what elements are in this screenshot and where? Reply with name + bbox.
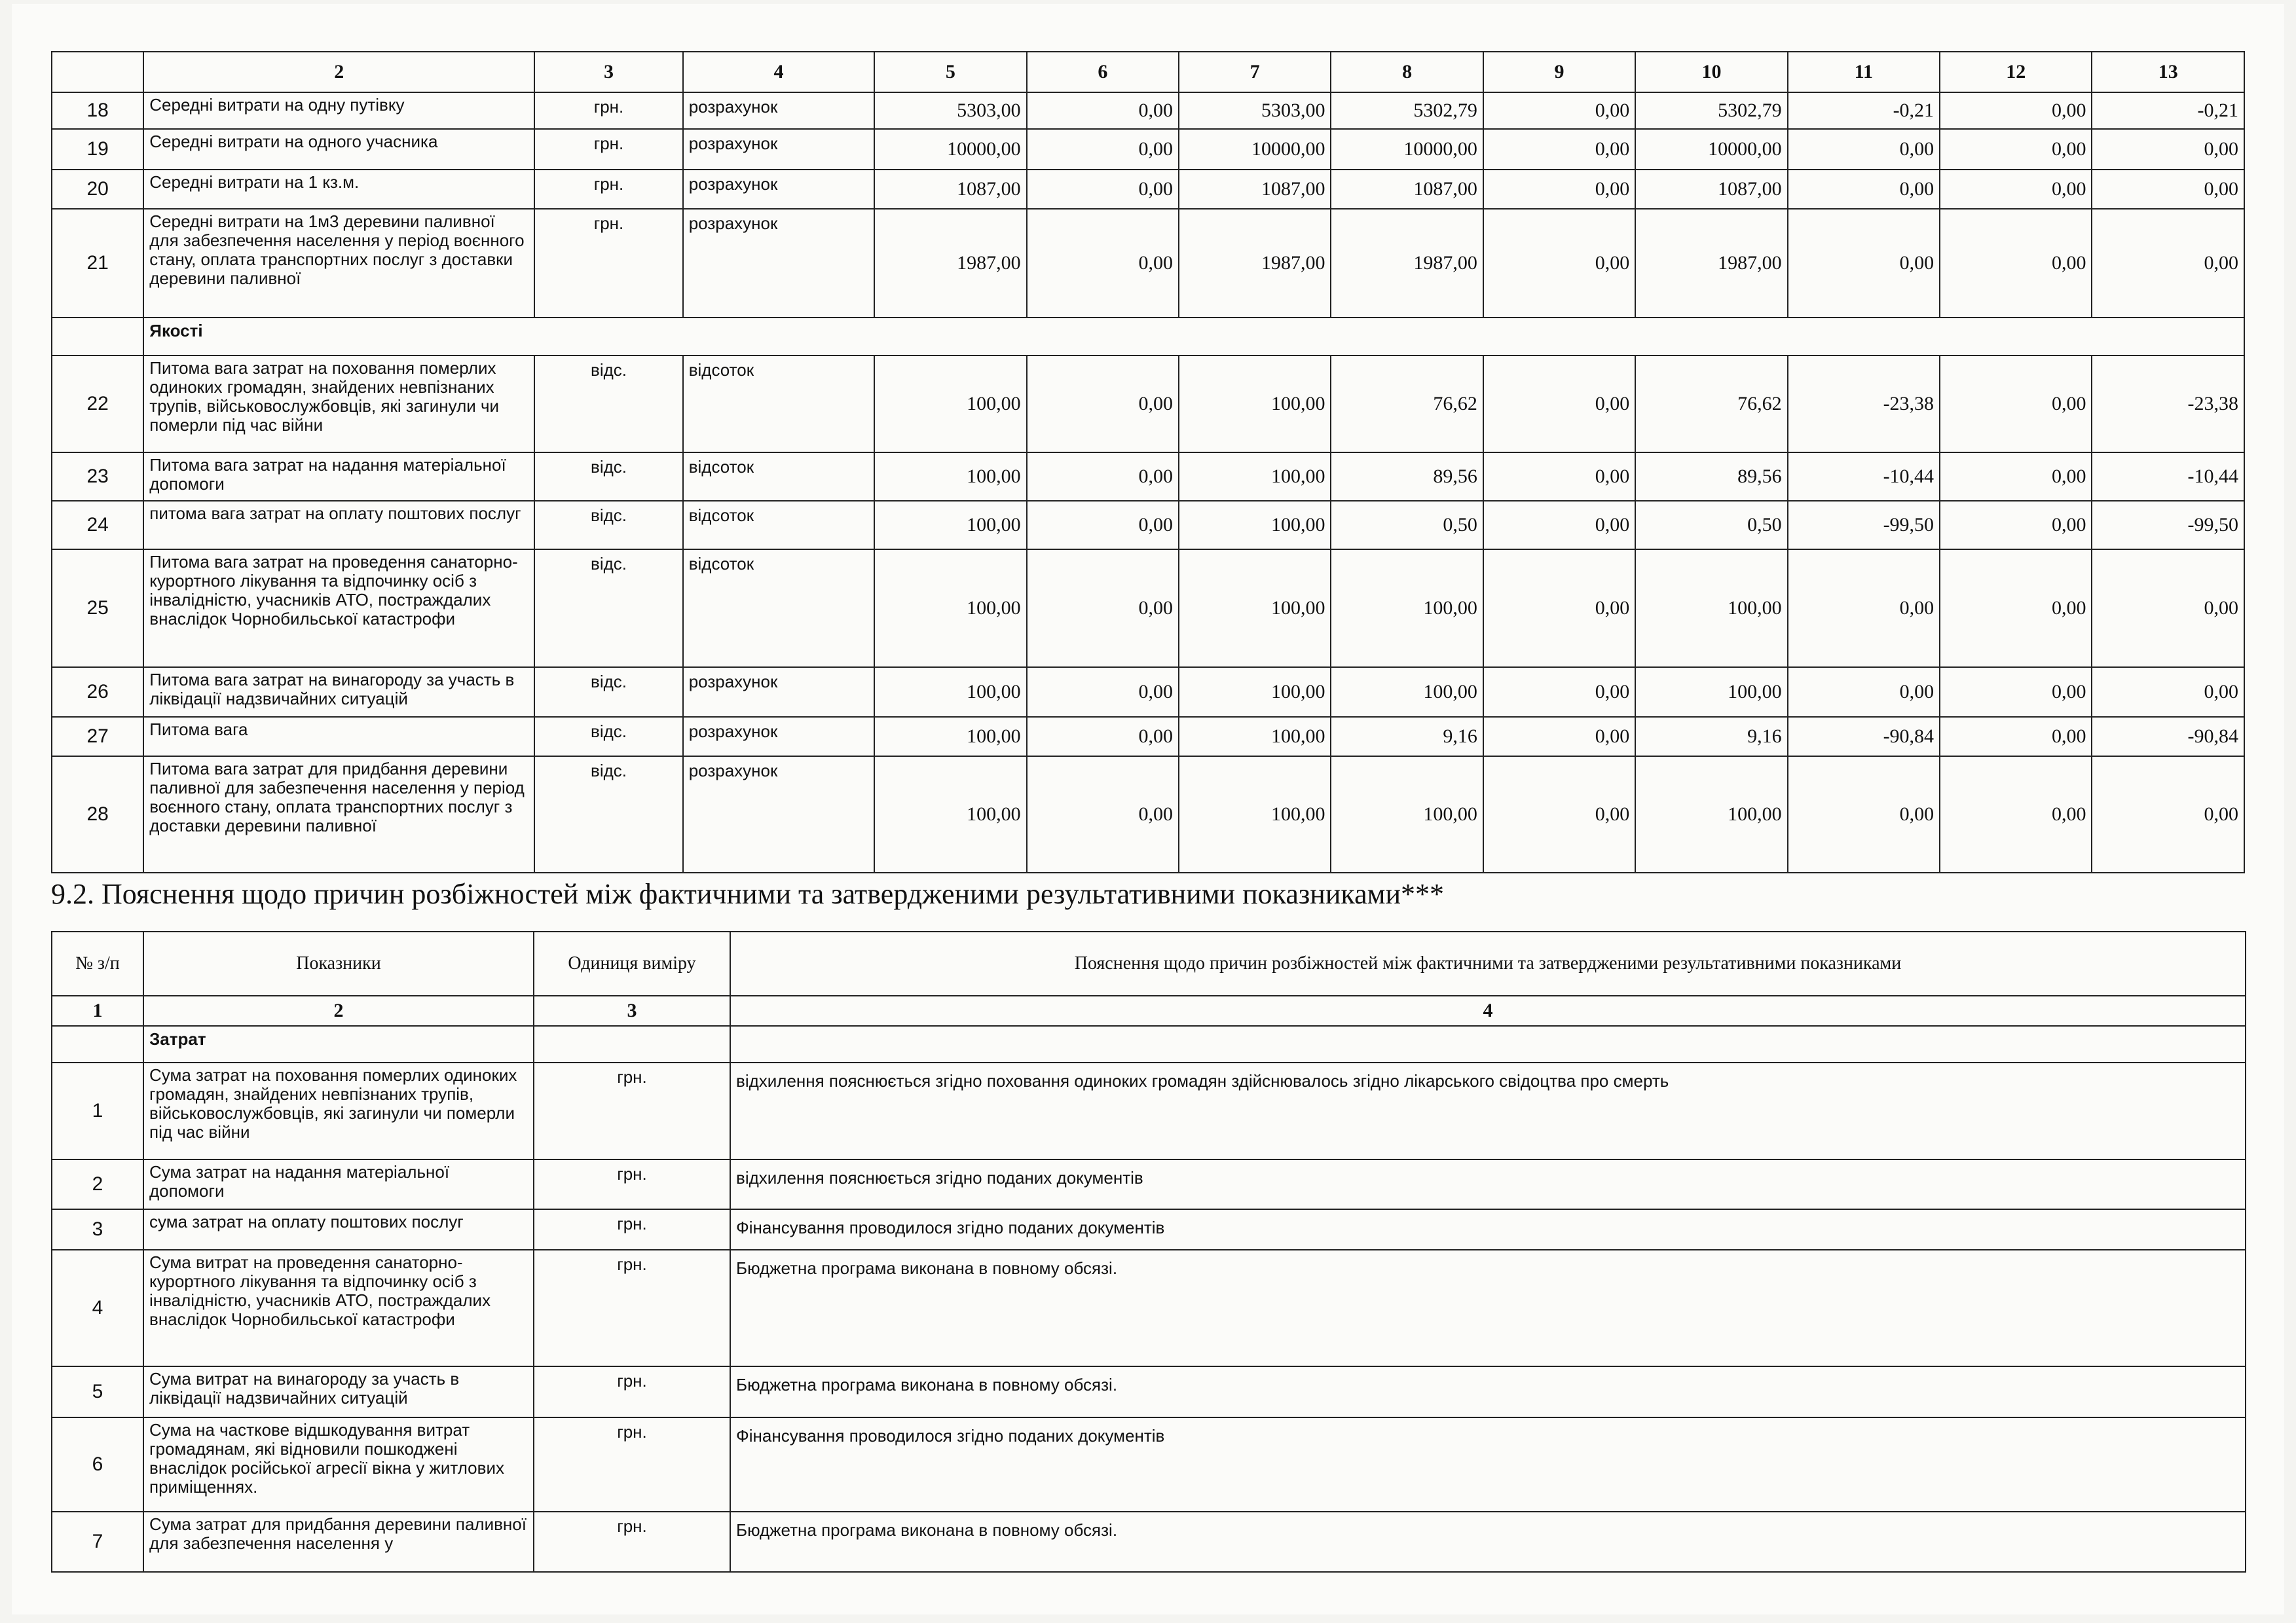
explanation-cell: Фінансування проводилося згідно поданих документів — [730, 1209, 2246, 1250]
value-cell: 100,00 — [1179, 501, 1331, 549]
unit-cell: грн. — [534, 1209, 730, 1250]
row-number: 27 — [52, 717, 143, 756]
value-cell: 89,56 — [1331, 452, 1483, 501]
indicator-name: Середні витрати на одного учасника — [143, 129, 534, 170]
indicator-name: сума затрат на оплату поштових послуг — [143, 1209, 534, 1250]
row-number: 25 — [52, 549, 143, 667]
value-cell: 9,16 — [1331, 717, 1483, 756]
value-cell: 0,00 — [1483, 717, 1635, 756]
section-row — [52, 1026, 2246, 1063]
unit-cell: відс. — [534, 667, 682, 717]
value-cell: 1087,00 — [1179, 170, 1331, 209]
row-number: 18 — [52, 92, 143, 129]
value-cell: 0,00 — [1027, 209, 1179, 318]
section-num-cell — [52, 318, 143, 356]
value-cell: 1987,00 — [874, 209, 1026, 318]
source-cell: розрахунок — [683, 129, 875, 170]
value-cell: 0,00 — [1027, 170, 1179, 209]
value-cell: 5302,79 — [1635, 92, 1787, 129]
col-header: 13 — [2092, 52, 2244, 92]
col-number: 3 — [534, 996, 730, 1026]
row-number: 28 — [52, 756, 143, 873]
table-row — [52, 717, 2244, 756]
table-row — [52, 1366, 2246, 1417]
row-number: 19 — [52, 129, 143, 170]
indicator-name: Питома вага — [143, 717, 534, 756]
section-num-cell — [52, 1026, 143, 1063]
unit-cell: грн. — [534, 1063, 730, 1159]
indicator-name: Питома вага затрат на винагороду за участь в ліквідації надзвичайних ситуацій — [143, 667, 534, 717]
row-number: 7 — [52, 1512, 143, 1572]
source-cell: відсоток — [683, 356, 875, 452]
value-cell: -90,84 — [1788, 717, 1940, 756]
table-row — [52, 1159, 2246, 1209]
value-cell: 10000,00 — [1179, 129, 1331, 170]
value-cell: 10000,00 — [1331, 129, 1483, 170]
value-cell: 0,00 — [1483, 170, 1635, 209]
col-header: 4 — [683, 52, 875, 92]
row-number: 21 — [52, 209, 143, 318]
row-number: 26 — [52, 667, 143, 717]
value-cell: -23,38 — [2092, 356, 2244, 452]
table-row — [52, 1250, 2246, 1366]
value-cell: 100,00 — [874, 452, 1026, 501]
value-cell: 0,00 — [1940, 717, 2092, 756]
value-cell: 9,16 — [1635, 717, 1787, 756]
value-cell: -23,38 — [1788, 356, 1940, 452]
value-cell: -99,50 — [2092, 501, 2244, 549]
table-row — [52, 501, 2244, 549]
indicator-name: Сума витрат на проведення санаторно-курортного лікування та відпочинку осіб з інвалідністю, учасників АТО, постраждалих внаслідок Чорнобильської катастрофи — [143, 1250, 534, 1366]
value-cell: 100,00 — [874, 356, 1026, 452]
value-cell: 0,00 — [1483, 667, 1635, 717]
col-header: 6 — [1027, 52, 1179, 92]
unit-cell: грн. — [534, 92, 682, 129]
value-cell: 0,00 — [1788, 756, 1940, 873]
explanations-table — [51, 931, 2246, 1573]
source-cell: відсоток — [683, 549, 875, 667]
value-cell: 1087,00 — [1331, 170, 1483, 209]
unit-cell: відс. — [534, 717, 682, 756]
unit-cell: грн. — [534, 170, 682, 209]
explanation-cell: Бюджетна програма виконана в повному обсязі. — [730, 1250, 2246, 1366]
indicator-name: Середні витрати на 1 кз.м. — [143, 170, 534, 209]
row-number: 1 — [52, 1063, 143, 1159]
value-cell: 100,00 — [1179, 667, 1331, 717]
col-header: 11 — [1788, 52, 1940, 92]
table-row — [52, 356, 2244, 452]
table-row — [52, 129, 2244, 170]
unit-cell: грн. — [534, 129, 682, 170]
header-row — [52, 932, 2246, 996]
source-cell: розрахунок — [683, 717, 875, 756]
value-cell: 0,00 — [1788, 549, 1940, 667]
table-row — [52, 756, 2244, 873]
explanation-rows — [52, 1063, 2246, 1572]
section-row — [52, 318, 2244, 356]
value-cell: 0,00 — [1483, 756, 1635, 873]
table-row — [52, 209, 2244, 318]
table-row — [52, 1512, 2246, 1572]
value-cell: 0,00 — [1027, 356, 1179, 452]
value-cell: 0,00 — [1940, 356, 2092, 452]
value-cell: 0,00 — [1940, 170, 2092, 209]
unit-cell: відс. — [534, 549, 682, 667]
row-number: 2 — [52, 1159, 143, 1209]
value-cell: 0,00 — [1027, 452, 1179, 501]
table-row — [52, 170, 2244, 209]
value-cell: 100,00 — [874, 756, 1026, 873]
value-cell: 10000,00 — [874, 129, 1026, 170]
value-cell: 0,00 — [2092, 129, 2244, 170]
value-cell: 100,00 — [1635, 549, 1787, 667]
value-cell: 0,00 — [1940, 129, 2092, 170]
value-cell: 0,00 — [2092, 170, 2244, 209]
value-cell: 0,00 — [1027, 549, 1179, 667]
value-cell: 5303,00 — [1179, 92, 1331, 129]
indicator-name: питома вага затрат на оплату поштових послуг — [143, 501, 534, 549]
table-row — [52, 549, 2244, 667]
value-cell: 76,62 — [1635, 356, 1787, 452]
column-numbers-row — [52, 996, 2246, 1026]
indicator-name: Питома вага затрат для придбання деревини паливної для забезпечення населення у період воєнного стану, оплата транспортних послуг з доставки деревини паливної — [143, 756, 534, 873]
indicator-name: Сума витрат на винагороду за участь в ліквідації надзвичайних ситуацій — [143, 1366, 534, 1417]
explanation-cell: Бюджетна програма виконана в повному обсязі. — [730, 1366, 2246, 1417]
value-cell: 0,50 — [1635, 501, 1787, 549]
value-cell: 100,00 — [1635, 667, 1787, 717]
value-cell: 1987,00 — [1635, 209, 1787, 318]
value-cell: 1987,00 — [1331, 209, 1483, 318]
col-header — [52, 52, 143, 92]
explanation-cell: Фінансування проводилося згідно поданих документів — [730, 1417, 2246, 1512]
source-cell: розрахунок — [683, 756, 875, 873]
value-cell: 0,00 — [1940, 756, 2092, 873]
value-cell: -0,21 — [1788, 92, 1940, 129]
value-cell: 0,00 — [1483, 129, 1635, 170]
col-header: 12 — [1940, 52, 2092, 92]
row-number: 23 — [52, 452, 143, 501]
explanation-header: Пояснення щодо причин розбіжностей між фактичними та затвердженими результативними показниками — [730, 932, 2246, 996]
value-cell: 0,00 — [1483, 501, 1635, 549]
col-number: 1 — [52, 996, 143, 1026]
value-cell: 100,00 — [1331, 549, 1483, 667]
value-cell: 0,00 — [2092, 756, 2244, 873]
value-cell: 100,00 — [874, 501, 1026, 549]
table-row — [52, 452, 2244, 501]
value-cell: 0,00 — [1027, 129, 1179, 170]
value-cell: -99,50 — [1788, 501, 1940, 549]
value-cell: 0,00 — [1483, 549, 1635, 667]
unit-cell: грн. — [534, 1250, 730, 1366]
unit-cell: грн. — [534, 1159, 730, 1209]
indicators-header: Показники — [143, 932, 534, 996]
document-page — [12, 4, 2284, 1614]
row-number: 4 — [52, 1250, 143, 1366]
col-header: 10 — [1635, 52, 1787, 92]
value-cell: 0,00 — [1027, 92, 1179, 129]
row-number: 3 — [52, 1209, 143, 1250]
row-number: 22 — [52, 356, 143, 452]
unit-cell: відс. — [534, 356, 682, 452]
col-header: 3 — [534, 52, 682, 92]
col-header: 7 — [1179, 52, 1331, 92]
value-cell: 0,00 — [1483, 452, 1635, 501]
value-cell: 100,00 — [1635, 756, 1787, 873]
row-number: 5 — [52, 1366, 143, 1417]
table-row — [52, 92, 2244, 129]
table-row — [52, 667, 2244, 717]
value-cell: 100,00 — [1331, 756, 1483, 873]
value-cell: 100,00 — [874, 667, 1026, 717]
value-cell: 0,00 — [1940, 209, 2092, 318]
indicator-name: Питома вага затрат на поховання померлих одиноких громадян, знайдених невпізнаних трупів, військовослужбовців, які загинули чи померли під час війни — [143, 356, 534, 452]
value-cell: 89,56 — [1635, 452, 1787, 501]
row-number: 20 — [52, 170, 143, 209]
source-cell: розрахунок — [683, 170, 875, 209]
col-header: 5 — [874, 52, 1026, 92]
value-cell: 100,00 — [1331, 667, 1483, 717]
source-cell: відсоток — [683, 501, 875, 549]
value-cell: 0,00 — [1788, 170, 1940, 209]
value-cell: 100,00 — [1179, 356, 1331, 452]
value-cell: 0,00 — [1027, 756, 1179, 873]
unit-cell: відс. — [534, 756, 682, 873]
explanation-cell: відхилення пояснюється згідно поховання одиноких громадян здійснювалось згідно лікарського свідоцтва про смерть — [730, 1063, 2246, 1159]
value-cell: 0,00 — [1940, 667, 2092, 717]
value-cell: 100,00 — [874, 549, 1026, 667]
section-label-quality: Якості — [143, 318, 2244, 356]
table-row — [52, 1209, 2246, 1250]
indicator-name: Сума на часткове відшкодування витрат громадянам, які відновили пошкоджені внаслідок російської агресії вікна у житлових приміщеннях. — [143, 1417, 534, 1512]
column-numbers-row — [52, 52, 2244, 92]
table-row — [52, 1417, 2246, 1512]
col-number: 2 — [143, 996, 534, 1026]
num-header: № з/п — [52, 932, 143, 996]
value-cell: 100,00 — [1179, 452, 1331, 501]
table-row — [52, 1063, 2246, 1159]
value-cell: 0,00 — [1940, 452, 2092, 501]
empty-cell — [534, 1026, 730, 1063]
source-cell: розрахунок — [683, 209, 875, 318]
value-cell: 100,00 — [1179, 549, 1331, 667]
value-cell: 0,00 — [2092, 209, 2244, 318]
col-header: 9 — [1483, 52, 1635, 92]
value-cell: -10,44 — [1788, 452, 1940, 501]
value-cell: 100,00 — [874, 717, 1026, 756]
source-cell: розрахунок — [683, 92, 875, 129]
value-cell: 10000,00 — [1635, 129, 1787, 170]
value-cell: 1087,00 — [874, 170, 1026, 209]
value-cell: 0,00 — [1483, 356, 1635, 452]
indicator-name: Сума затрат на надання матеріальної допомоги — [143, 1159, 534, 1209]
value-cell: 1087,00 — [1635, 170, 1787, 209]
explanation-cell: відхилення пояснюється згідно поданих документів — [730, 1159, 2246, 1209]
section-9-2-title: 9.2. Пояснення щодо причин розбіжностей між фактичними та затвердженими результативними показниками*** — [51, 878, 1444, 910]
unit-cell: грн. — [534, 1417, 730, 1512]
value-cell: 5302,79 — [1331, 92, 1483, 129]
unit-cell: відс. — [534, 501, 682, 549]
indicator-name: Сума затрат для придбання деревини паливної для забезпечення населення у — [143, 1512, 534, 1572]
value-cell: 0,00 — [1788, 129, 1940, 170]
source-cell: відсоток — [683, 452, 875, 501]
indicator-name: Сума затрат на поховання померлих одиноких громадян, знайдених невпізнаних трупів, військовослужбовців, які загинули чи померли під час війни — [143, 1063, 534, 1159]
unit-header: Одиниця виміру — [534, 932, 730, 996]
value-cell: 76,62 — [1331, 356, 1483, 452]
value-cell: 0,00 — [1940, 92, 2092, 129]
value-cell: 0,00 — [1788, 667, 1940, 717]
unit-cell: грн. — [534, 1366, 730, 1417]
col-number: 4 — [730, 996, 2246, 1026]
value-cell: 1987,00 — [1179, 209, 1331, 318]
value-cell: -0,21 — [2092, 92, 2244, 129]
row-number: 6 — [52, 1417, 143, 1512]
value-cell: 100,00 — [1179, 756, 1331, 873]
rows-efficiency — [52, 92, 2244, 318]
unit-cell: грн. — [534, 209, 682, 318]
value-cell: 0,00 — [1483, 209, 1635, 318]
col-header: 2 — [143, 52, 534, 92]
unit-cell: відс. — [534, 452, 682, 501]
value-cell: 0,00 — [1027, 501, 1179, 549]
value-cell: 5303,00 — [874, 92, 1026, 129]
indicator-name: Питома вага затрат на надання матеріальної допомоги — [143, 452, 534, 501]
row-number: 24 — [52, 501, 143, 549]
section-label-costs: Затрат — [143, 1026, 534, 1063]
value-cell: 100,00 — [1179, 717, 1331, 756]
col-header: 8 — [1331, 52, 1483, 92]
value-cell: -10,44 — [2092, 452, 2244, 501]
value-cell: 0,00 — [1788, 209, 1940, 318]
indicator-name: Середні витрати на одну путівку — [143, 92, 534, 129]
empty-cell — [730, 1026, 2246, 1063]
value-cell: 0,50 — [1331, 501, 1483, 549]
indicator-name: Питома вага затрат на проведення санаторно-курортного лікування та відпочинку осіб з інвалідністю, учасників АТО, постраждалих внаслідок Чорнобильської катастрофи — [143, 549, 534, 667]
value-cell: 0,00 — [1483, 92, 1635, 129]
value-cell: -90,84 — [2092, 717, 2244, 756]
explanation-cell: Бюджетна програма виконана в повному обсязі. — [730, 1512, 2246, 1572]
value-cell: 0,00 — [1027, 667, 1179, 717]
indicators-table — [51, 51, 2245, 873]
value-cell: 0,00 — [2092, 667, 2244, 717]
source-cell: розрахунок — [683, 667, 875, 717]
rows-quality — [52, 356, 2244, 873]
value-cell: 0,00 — [2092, 549, 2244, 667]
value-cell: 0,00 — [1027, 717, 1179, 756]
unit-cell: грн. — [534, 1512, 730, 1572]
value-cell: 0,00 — [1940, 549, 2092, 667]
value-cell: 0,00 — [1940, 501, 2092, 549]
indicator-name: Середні витрати на 1м3 деревини паливної для забезпечення населення у період воєнного стану, оплата транспортних послуг з доставки деревини паливної — [143, 209, 534, 318]
